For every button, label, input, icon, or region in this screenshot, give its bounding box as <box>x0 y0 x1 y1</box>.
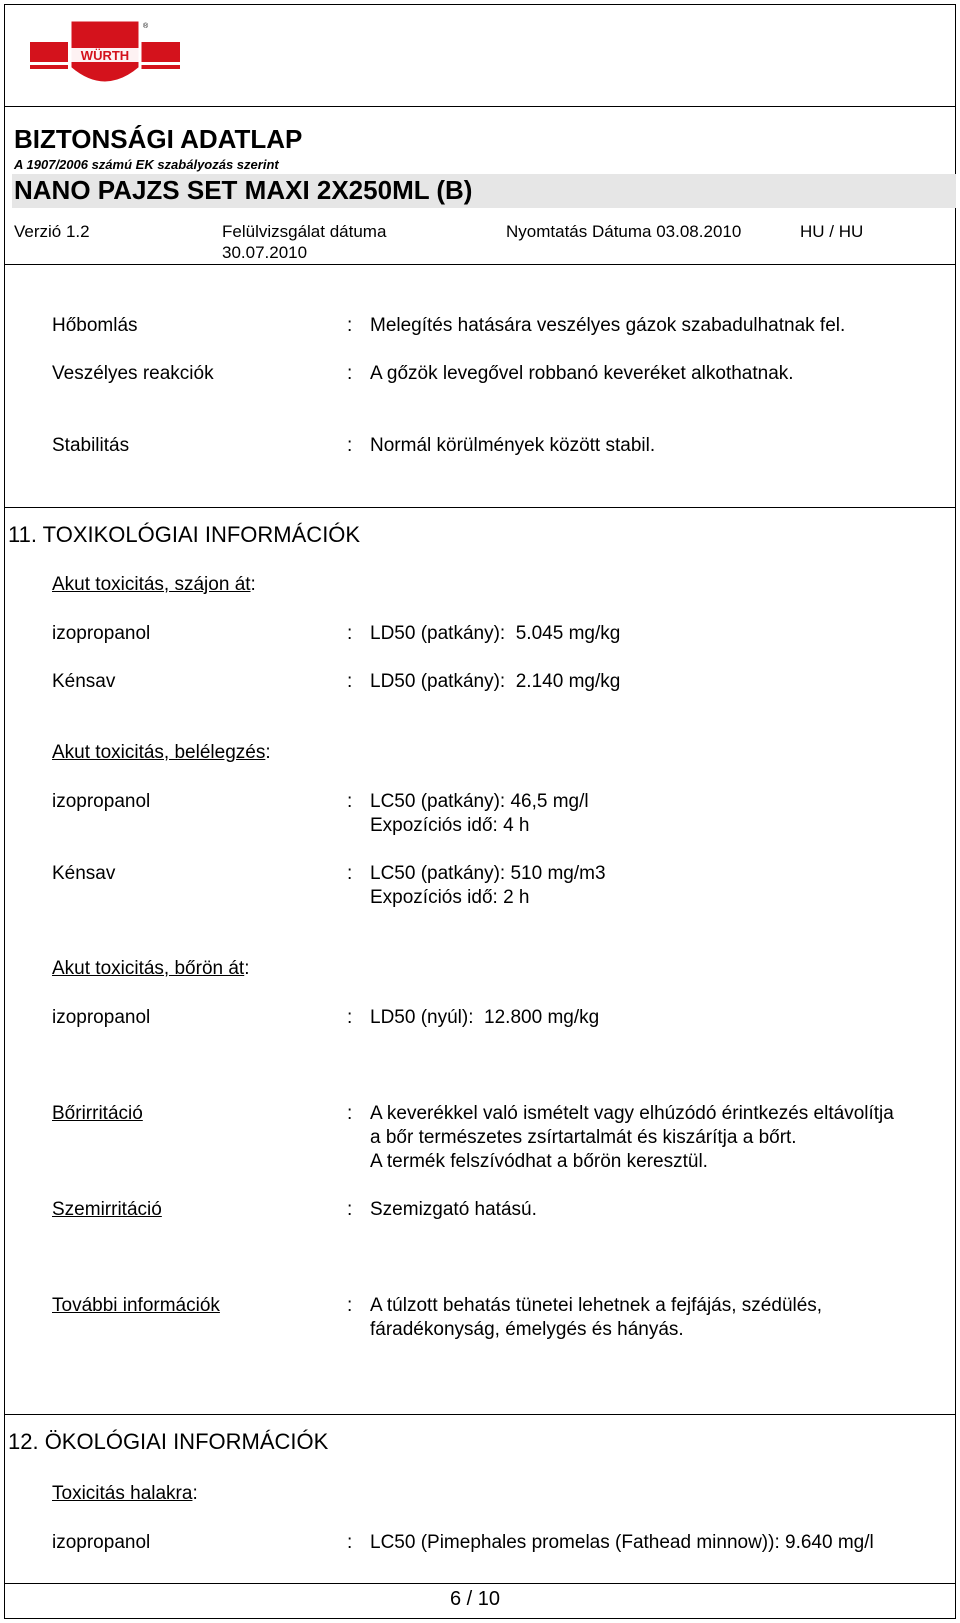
row-colon: : <box>347 435 353 456</box>
skin-irritation-line: a bőr természetes zsírtartalmát és kiszárítja a bőrt. <box>370 1127 797 1148</box>
row-value: LC50 (patkány): 46,5 mg/l <box>370 791 589 812</box>
row-value: Normál körülmények között stabil. <box>370 435 656 456</box>
revision-date: 30.07.2010 <box>222 243 308 262</box>
logo-wordmark: WÜRTH <box>80 48 130 63</box>
row-value: LC50 (Pimephales promelas (Fathead minnow)): 9.640 mg/l <box>370 1532 874 1553</box>
row-colon: : <box>347 863 353 884</box>
further-info-line: A túlzott behatás tünetei lehetnek a fejfájás, szédülés, <box>370 1295 823 1316</box>
eye-irritation-value: Szemizgató hatású. <box>370 1199 537 1220</box>
row-colon: : <box>347 791 353 812</box>
row-colon: : <box>347 315 353 336</box>
product-name: NANO PAJZS SET MAXI 2X250ML (B) <box>14 175 473 205</box>
row-label: izopropanol <box>52 791 151 812</box>
subsection-inhalation-title: Akut toxicitás, belélegzés <box>52 742 266 763</box>
row-value: Expozíciós idő: 4 h <box>370 815 530 836</box>
row-colon: : <box>347 1199 353 1220</box>
page-number: 6 / 10 <box>450 1588 501 1610</box>
section-rule <box>4 507 956 508</box>
row-value: LD50 (nyúl): 12.800 mg/kg <box>370 1007 600 1028</box>
row-colon: : <box>347 1532 353 1553</box>
further-info-label: További információk <box>52 1295 220 1316</box>
row-label: Kénsav <box>52 863 116 884</box>
footer-rule <box>4 1583 956 1584</box>
skin-irritation-line: A keverékkel való ismételt vagy elhúzódó érintkezés eltávolítja <box>370 1103 894 1124</box>
eye-irritation-label: Szemirritáció <box>52 1199 162 1220</box>
row-value: A gőzök levegővel robbanó keveréket alkothatnak. <box>370 363 794 384</box>
svg-text:®: ® <box>143 23 149 30</box>
skin-irritation-label: Bőrirritáció <box>52 1103 143 1124</box>
row-colon: : <box>347 1295 353 1316</box>
row-colon: : <box>347 671 353 692</box>
subsection-fish: Toxicitás halakra: <box>52 1483 198 1504</box>
revision-label: Felülvizsgálat dátuma <box>222 222 387 241</box>
locale: HU / HU <box>800 222 864 241</box>
section-12-title: 12. ÖKOLÓGIAI INFORMÁCIÓK <box>8 1429 329 1454</box>
document-title: BIZTONSÁGI ADATLAP <box>14 124 303 154</box>
document-subtitle: A 1907/2006 számú EK szabályozás szerint <box>14 157 279 172</box>
section-rule <box>4 1414 956 1415</box>
header-rule-bottom <box>4 264 956 265</box>
section-11-title: 11. TOXIKOLÓGIAI INFORMÁCIÓK <box>8 522 361 547</box>
row-value: Melegítés hatására veszélyes gázok szabadulhatnak fel. <box>370 315 846 336</box>
row-label: Kénsav <box>52 671 116 692</box>
subsection-oral-title: Akut toxicitás, szájon át <box>52 574 251 595</box>
subsection-skin-title: Akut toxicitás, bőrön át <box>52 958 245 979</box>
row-value: LD50 (patkány): 5.045 mg/kg <box>370 623 621 644</box>
print-date: Nyomtatás Dátuma 03.08.2010 <box>506 222 742 241</box>
row-value: LD50 (patkány): 2.140 mg/kg <box>370 671 621 692</box>
row-label: Veszélyes reakciók <box>52 363 214 384</box>
further-info-line: fáradékonyság, émelygés és hányás. <box>370 1319 684 1340</box>
subsection-fish-title: Toxicitás halakra <box>52 1483 193 1504</box>
row-label: izopropanol <box>52 1007 151 1028</box>
row-value: Expozíciós idő: 2 h <box>370 887 530 908</box>
row-label: izopropanol <box>52 1532 151 1553</box>
skin-irritation-line: A termék felszívódhat a bőrön keresztül. <box>370 1151 708 1172</box>
subsection-inhalation: Akut toxicitás, belélegzés: <box>52 742 271 763</box>
header-rule-top <box>4 106 956 107</box>
row-label: Stabilitás <box>52 435 130 456</box>
row-label: Hőbomlás <box>52 315 138 336</box>
subsection-oral: Akut toxicitás, szájon át: <box>52 574 256 595</box>
version: Verzió 1.2 <box>14 222 90 241</box>
row-colon: : <box>347 1007 353 1028</box>
wurth-logo <box>30 18 180 98</box>
row-colon: : <box>347 1103 353 1124</box>
subsection-skin: Akut toxicitás, bőrön át: <box>52 958 250 979</box>
row-label: izopropanol <box>52 623 151 644</box>
row-colon: : <box>347 363 353 384</box>
row-colon: : <box>347 623 353 644</box>
row-value: LC50 (patkány): 510 mg/m3 <box>370 863 606 884</box>
